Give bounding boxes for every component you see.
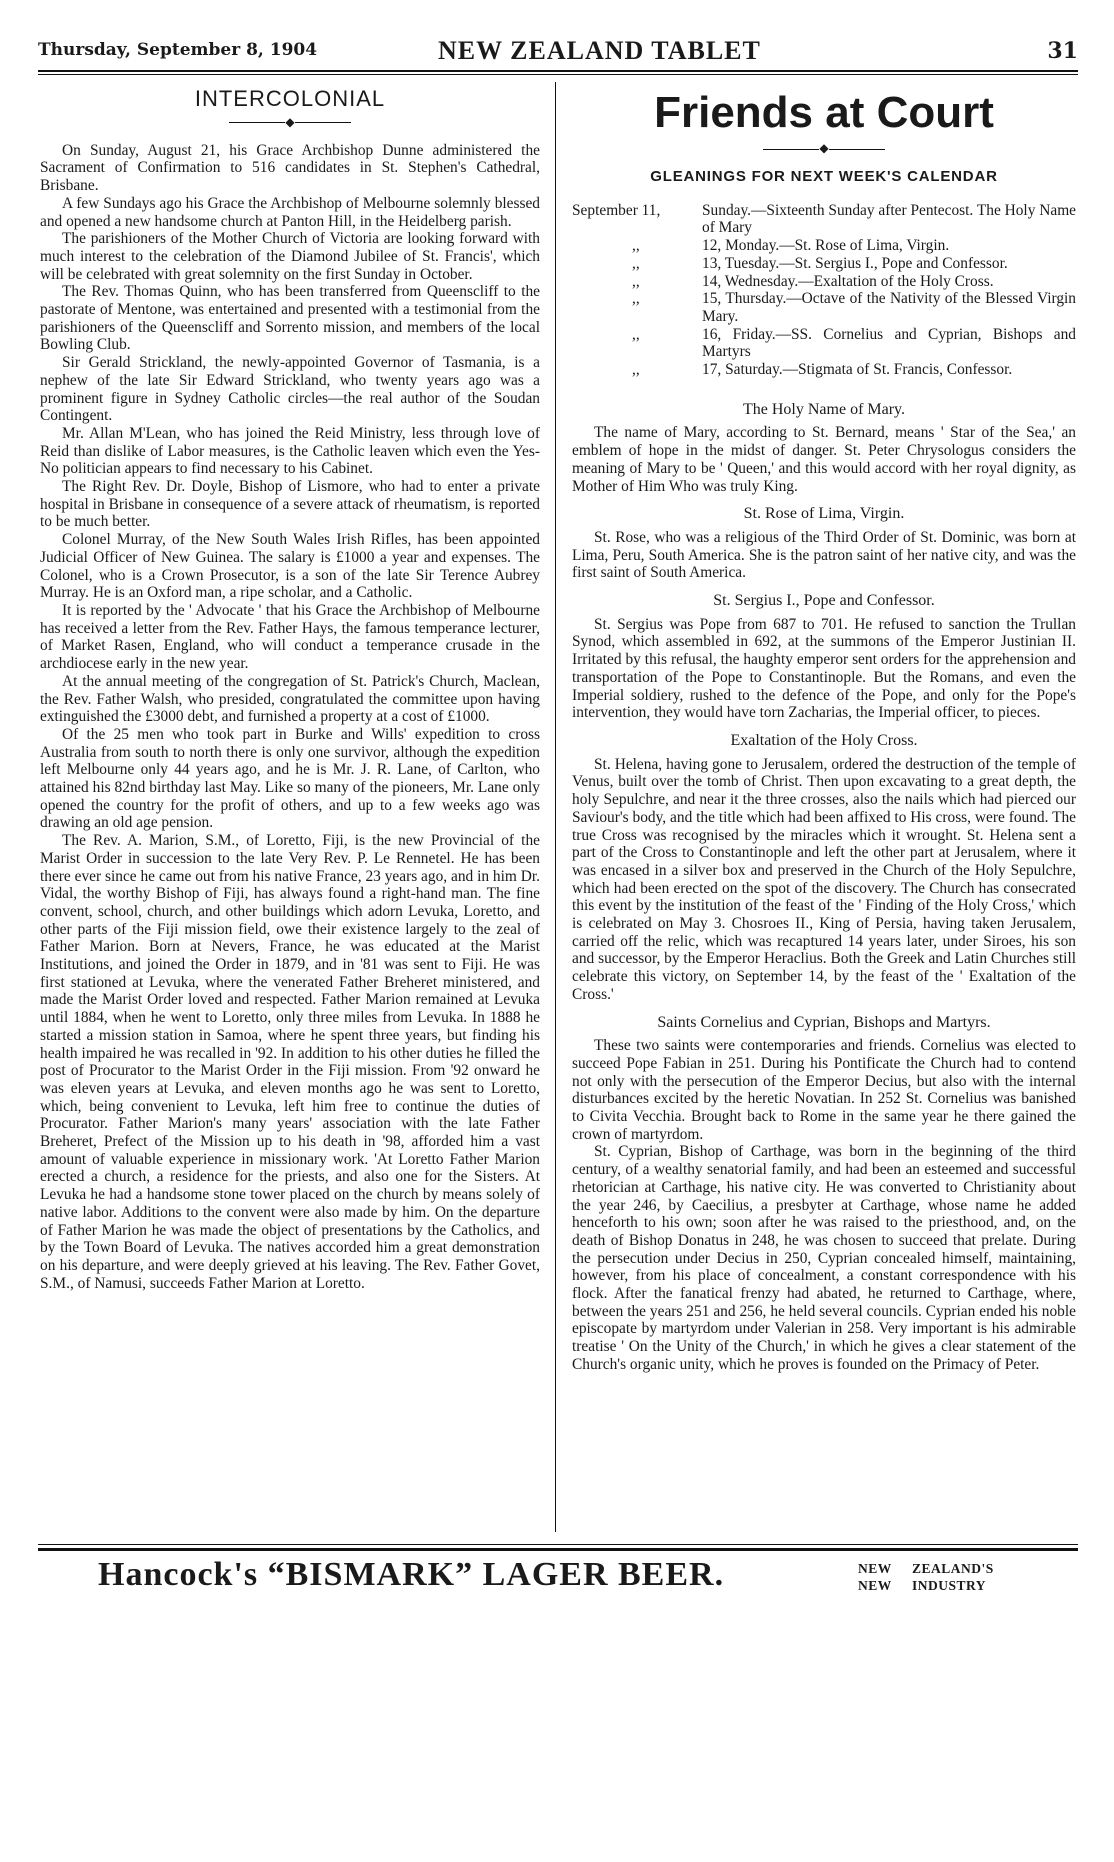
feast-heading: St. Rose of Lima, Virgin. bbox=[743, 505, 905, 523]
ad-side-text bbox=[858, 1560, 994, 1594]
calendar-entry bbox=[572, 361, 1076, 379]
calendar-date: ,, bbox=[632, 272, 640, 290]
masthead bbox=[38, 36, 1078, 68]
ornament-divider: ◆ bbox=[40, 116, 540, 128]
ad-side-word: ZEALAND'S bbox=[912, 1561, 994, 1576]
calendar-date: ,, bbox=[632, 290, 640, 308]
calendar-entry bbox=[572, 273, 1076, 291]
calendar-text: 17, Saturday.—Stigmata of St. Francis, Confessor. bbox=[702, 361, 1013, 379]
ad-side-word: INDUSTRY bbox=[912, 1578, 987, 1593]
paragraph: St. Sergius was Pope from 687 to 701. He refused to sanction the Trullan Synod, which assembled in 692, at the summons of the Emperor Justinian II. Irritated by this refusal, the haughty emperor sent orders for the apprehension and transportation of the Pope to Constantinople. But the Romans, and even the Imperial soldiery, rushed to the defence of the Pope, and only for the Pope's intervention, they would have torn Zacharias, the Imperial officer, to pieces. bbox=[572, 615, 1076, 722]
ad-slogan: Hancock's “BISMARK” LAGER BEER. bbox=[98, 1556, 725, 1593]
ad-rule-thick bbox=[38, 1548, 1078, 1551]
calendar-entry bbox=[572, 290, 1076, 325]
masthead-rule-thin bbox=[38, 74, 1078, 75]
friends-at-court-column bbox=[572, 86, 1076, 1374]
calendar-text: 13, Tuesday.—St. Sergius I., Pope and Confessor. bbox=[702, 254, 1008, 272]
calendar-entry bbox=[572, 202, 1076, 237]
paragraph: On Sunday, August 21, his Grace Archbishop Dunne administered the Sacrament of Confirmation to 516 candidates in St. Stephen's Cathedral, Brisbane. bbox=[40, 141, 540, 195]
calendar-text: Sunday.—Sixteenth Sunday after Pentecost. The Holy Name of Mary bbox=[702, 201, 1077, 237]
feast-heading: St. Sergius I., Pope and Confessor. bbox=[713, 592, 935, 610]
column-subtitle: GLEANINGS FOR NEXT WEEK'S CALENDAR bbox=[650, 168, 998, 185]
calendar-text: 14, Wednesday.—Exaltation of the Holy Cross. bbox=[702, 272, 994, 290]
ad-side-word: NEW bbox=[858, 1561, 892, 1576]
calendar-entry bbox=[572, 255, 1076, 273]
calendar-date: ,, bbox=[632, 361, 640, 379]
calendar-text: 15, Thursday.—Octave of the Nativity of the Blessed Virgin Mary. bbox=[702, 290, 1076, 325]
paragraph: It is reported by the ' Advocate ' that his Grace the Archbishop of Melbourne has received a letter from the Rev. Father Hays, the famous temperance lecturer, of Market Rasen, England, who will conduct a temperance crusade in the archdiocese early in the new year. bbox=[40, 601, 540, 673]
paragraph: St. Cyprian, Bishop of Carthage, was born in the beginning of the third century, of a wealthy senatorial family, and had been an esteemed and successful rhetorician at Carthage, his native city. He was converted to Christianity about the year 246, by Caecilius, a presbyter at Carthage, whose name he added henceforth to his own; soon after he was raised to the priesthood, and, on the death of Bishop Donatus in 248, he was chosen to succeed that prelate. During the persecution under Decius in 250, Cyprian concealed himself, maintaining, however, from his place of concealment, a constant correspondence with his flock. After the fanatical frenzy had abated, he returned to Carthage, where, between the years 251 and 256, he held several councils. Cyprian ended his noble episcopate by martyrdom under Valerian in 258. Very important is his admirable treatise ' On the Unity of the Church,' in which he gives a clear statement of the Church's organic unity, which he proves is founded on the Primacy of Peter. bbox=[572, 1143, 1076, 1373]
paragraph: Mr. Allan M'Lean, who has joined the Reid Ministry, less through love of Reid than dislike of Labor measures, is the Catholic leaven which even the Yes-No politician appears to find necessary to his Cabinet. bbox=[40, 424, 540, 478]
calendar-entry bbox=[572, 237, 1076, 255]
feast-heading: Exaltation of the Holy Cross. bbox=[730, 731, 918, 749]
calendar-list bbox=[572, 202, 1076, 379]
ad-side-word: NEW bbox=[858, 1578, 892, 1593]
issue-date: Thursday, September 8, 1904 bbox=[38, 40, 318, 60]
paragraph: Sir Gerald Strickland, the newly-appointed Governor of Tasmania, is a nephew of the late Sir Edward Strickland, who twenty years ago was a prominent figure in Sydney Catholic circles—the real author of the Soudan Contingent. bbox=[40, 354, 540, 425]
section-heading: INTERCOLONIAL bbox=[194, 86, 386, 111]
calendar-date: September 11, bbox=[572, 201, 661, 219]
calendar-date: ,, bbox=[632, 254, 640, 272]
paragraph: The parishioners of the Mother Church of Victoria are looking forward with much interest to the celebration of the Diamond Jubilee of St. Francis', which will be celebrated with great solemnity on the first Sunday in October. bbox=[40, 230, 540, 283]
masthead-rule bbox=[38, 70, 1078, 72]
calendar-text: 16, Friday.—SS. Cornelius and Cyprian, Bishops and Martyrs bbox=[702, 325, 1076, 361]
paragraph: These two saints were contemporaries and friends. Cornelius was elected to succeed Pope Fabian in 251. During his Pontificate the Church had to contend not only with the persecution of the Emperor Decius, but also with the internal disturbances excited by the heretic Novatian. In 252 St. Cornelius was banished to Civita Vecchia. Brought back to Rome in the same year he there gained the crown of martyrdom. bbox=[572, 1037, 1076, 1143]
feast-heading: Saints Cornelius and Cyprian, Bishops and Martyrs. bbox=[657, 1013, 991, 1031]
paragraph: St. Helena, having gone to Jerusalem, ordered the destruction of the temple of Venus, built over the tomb of Christ. Then upon excavating to a great depth, the holy Sepulchre, and near it the three crosses, also the nails which had pierced our Saviour's body, and the title which had been affixed to His cross, were found. The true Cross was recognised by the miracles which it wrought. St. Helena sent a part of the Cross to Constantinople and left the other part at Jerusalem, where it was encased in a silver box and preserved in the Church of the Holy Sepulchre, which had been erected on the spot of the discovery. The Church has consecrated this event by the institution of the feast of the ' Finding of the Holy Cross,' which is celebrated on May 3. Chosroes II., King of Persia, having taken Jerusalem, carried off the relic, which was recaptured 14 years later, under Siroes, his son and successor, by the Emperor Heraclius. Both the Greek and Latin Churches still celebrate this victory, on September 14, by the feast of the ' Exaltation of the Cross.' bbox=[572, 755, 1076, 1003]
paragraph: A few Sundays ago his Grace the Archbishop of Melbourne solemnly blessed and opened a new handsome church at Panton Hill, in the Heidelberg parish. bbox=[40, 194, 540, 230]
paragraph: The Rev. A. Marion, S.M., of Loretto, Fiji, is the new Provincial of the Marist Order in succession to the late Very Rev. P. Le Rennetel. He has been there ever since he came out from his native France, 23 years ago, and in him Dr. Vidal, the worthy Bishop of Fiji, has always found a right-hand man. The fine convent, school, church, and other buildings which adorn Levuka, Loretto, and other parts of the Fiji mission field, owe their existence largely to the zeal of Father Marion. Born at Nevers, France, he was educated at the Marist Institutions, and joined the Order in 1879, and in '81 was sent to Fiji. He was first stationed at Levuka, where the venerated Father Breheret ministered, and made the Marist Order loved and respected. Father Marion remained at Levuka until 1884, when he went to Loretto, only three miles from Levuka. In 1888 he started a mission station in Samoa, where he spent three years, but finding his health impaired he was recalled in '92. In addition to his other duties he filled the post of Procurator to the Marist Order in the Fiji mission. From '92 onward he was eleven years at Levuka, and eleven months ago he was sent to Loretto, which, being convenient to Levuka, left him free to continue the duties of Procurator. Father Marion's many years' association with the late Father Breheret, Prefect of the Mission up to his death in '98, afforded him a vast amount of valuable experience in missionary work. 'At Loretto Father Marion erected a church, a residence for the priests, and also one for the Sisters. At Levuka he had a handsome stone tower placed on the church by means solely of native labor. Additions to the convent were also made by him. On the departure of Father Marion he was made the object of presentations by the Catholics, and by the Town Board of Levuka. The natives accorded him a great demonstration on his departure, and were deeply grieved at his leaving. The Rev. Father Govet, S.M., of Namusi, succeeds Father Marion at Loretto. bbox=[40, 832, 540, 1292]
feast-heading: The Holy Name of Mary. bbox=[742, 400, 906, 418]
paragraph: The Right Rev. Dr. Doyle, Bishop of Lismore, who had to enter a private hospital in Brisbane in consequence of a severe attack of rheumatism, is reported to be much better. bbox=[40, 478, 540, 531]
column-divider bbox=[555, 82, 556, 1532]
intercolonial-column bbox=[40, 86, 540, 1292]
article-body bbox=[40, 142, 540, 1293]
calendar-date: ,, bbox=[632, 237, 640, 255]
calendar-text: 12, Monday.—St. Rose of Lima, Virgin. bbox=[702, 237, 950, 255]
publication-title: NEW ZEALAND TABLET bbox=[438, 36, 761, 65]
paragraph: At the annual meeting of the congregation of St. Patrick's Church, Maclean, the Rev. Father Walsh, who presided, congratulated the committee upon having extinguished the £3000 debt, and furnished a property at a cost of £1000. bbox=[40, 672, 540, 726]
column-title: Friends at Court bbox=[654, 88, 994, 137]
advertisement-banner bbox=[38, 1544, 1078, 1614]
feast-articles bbox=[572, 401, 1076, 1374]
ad-rule-thin bbox=[38, 1544, 1078, 1545]
paragraph: St. Rose, who was a religious of the Third Order of St. Dominic, was born at Lima, Peru, South America. She is the patron saint of her native city, and was the first saint of South America. bbox=[572, 528, 1076, 582]
paragraph: The name of Mary, according to St. Bernard, means ' Star of the Sea,' an emblem of hope in the midst of danger. St. Peter Chrysologus considers the meaning of Mary to be ' Queen,' and this would accord with her royal dignity, as Mother of Him Who was truly King. bbox=[572, 424, 1076, 495]
paragraph: Of the 25 men who took part in Burke and Wills' expedition to cross Australia from south to north there is only one survivor, although the expedition left Melbourne only 44 years ago, and he is Mr. J. R. Lane, of Carlton, who attained his 82nd birthday last May. Like so many of the pioneers, Mr. Lane only opened the country for the profit of others, and up to a few weeks ago was drawing an old age pension. bbox=[40, 725, 540, 832]
paragraph: The Rev. Thomas Quinn, who has been transferred from Queenscliff to the pastorate of Mentone, was entertained and presented with a testimonial from the parishioners of the Queenscliff and Sorrento mission, and members of the local Bowling Club. bbox=[40, 283, 540, 354]
calendar-entry bbox=[572, 326, 1076, 361]
paragraph: Colonel Murray, of the New South Wales Irish Rifles, has been appointed Judicial Officer of New Guinea. The salary is £1000 a year and expenses. The Colonel, who is a Crown Prosecutor, is a son of the late Sir Terence Aubrey Murray. He is an Oxford man, a ripe scholar, and a Catholic. bbox=[40, 531, 540, 602]
page-number: 31 bbox=[1047, 38, 1078, 64]
ornament-divider: ◆ bbox=[572, 142, 1076, 154]
calendar-date: ,, bbox=[632, 325, 640, 343]
